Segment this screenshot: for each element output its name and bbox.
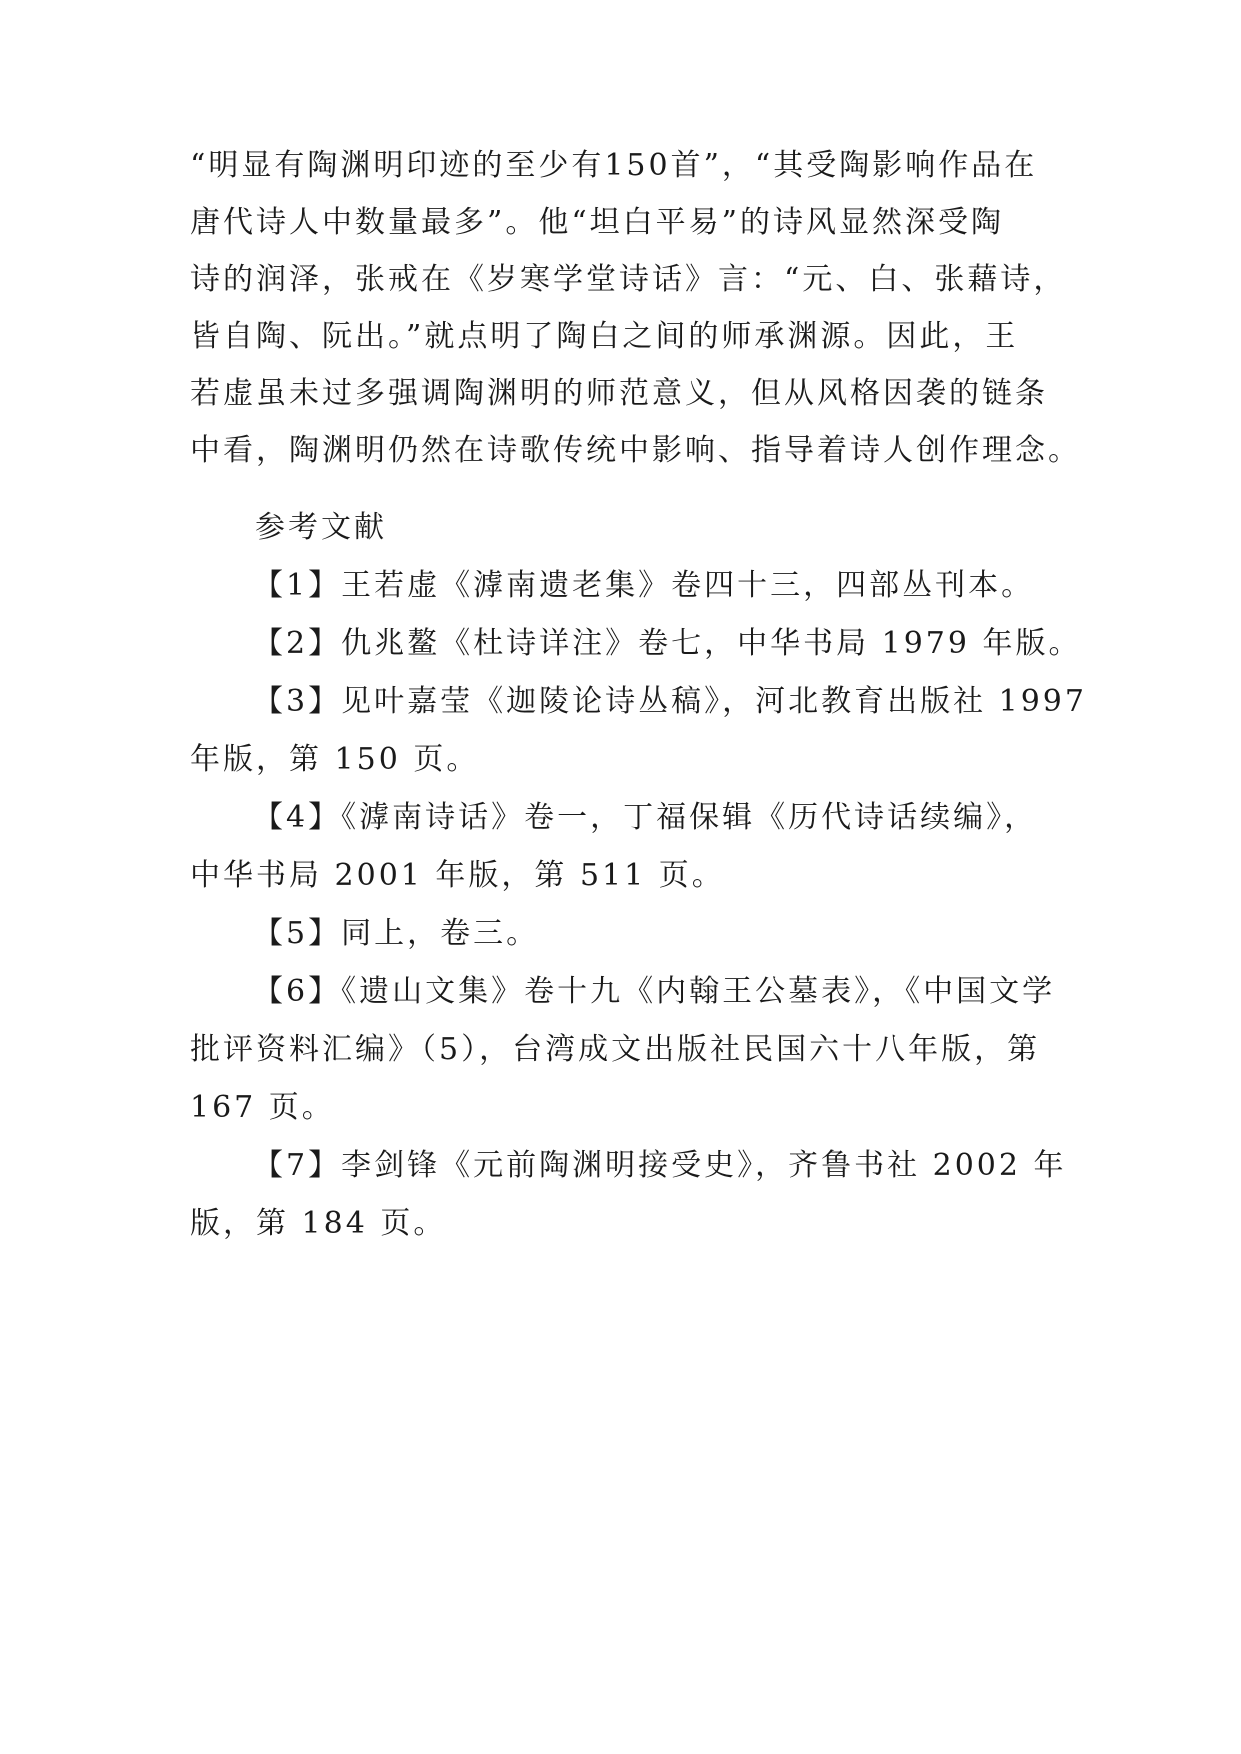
paragraph-line: “明显有陶渊明印迹的至少有150首”，“其受陶影响作品在 (190, 148, 1038, 183)
reference-line: 【5】同上，卷三。 (253, 916, 540, 951)
reference-line: 【7】李剑锋《元前陶渊明接受史》，齐鲁书社 2002 年 (253, 1148, 1067, 1183)
reference-line: 【6】《遗山文集》卷十九《内翰王公墓表》，《中国文学 (253, 974, 1056, 1009)
references-heading: 参考文献 (255, 510, 387, 545)
paragraph-line: 若虚虽未过多强调陶渊明的师范意义，但从风格因袭的链条 (190, 376, 1048, 411)
reference-line: 中华书局 2001 年版，第 511 页。 (190, 858, 725, 893)
paragraph-line: 诗的润泽，张戒在《岁寒学堂诗话》言：“元、白、张藉诗， (190, 262, 1067, 297)
paragraph-line: 唐代诗人中数量最多”。他“坦白平易”的诗风显然深受陶 (190, 205, 1005, 240)
reference-line: 【3】见叶嘉莹《迦陵论诗丛稿》，河北教育出版社 1997 (253, 684, 1087, 719)
reference-line: 批评资料汇编》（5），台湾成文出版社民国六十八年版，第 (190, 1032, 1041, 1067)
paragraph-line: 皆自陶、阮出。”就点明了陶白之间的师承渊源。因此，王 (190, 319, 1019, 354)
reference-line: 【2】仇兆鳌《杜诗详注》卷七，中华书局 1979 年版。 (253, 626, 1082, 661)
reference-line: 【4】《滹南诗话》卷一，丁福保辑《历代诗话续编》， (253, 800, 1038, 835)
reference-line: 167 页。 (190, 1090, 335, 1125)
reference-line: 【1】王若虚《滹南遗老集》卷四十三，四部丛刊本。 (253, 568, 1035, 603)
reference-line: 版，第 184 页。 (190, 1206, 447, 1241)
paragraph-line: 中看，陶渊明仍然在诗歌传统中影响、指导着诗人创作理念。 (190, 433, 1081, 468)
reference-line: 年版，第 150 页。 (190, 742, 480, 777)
